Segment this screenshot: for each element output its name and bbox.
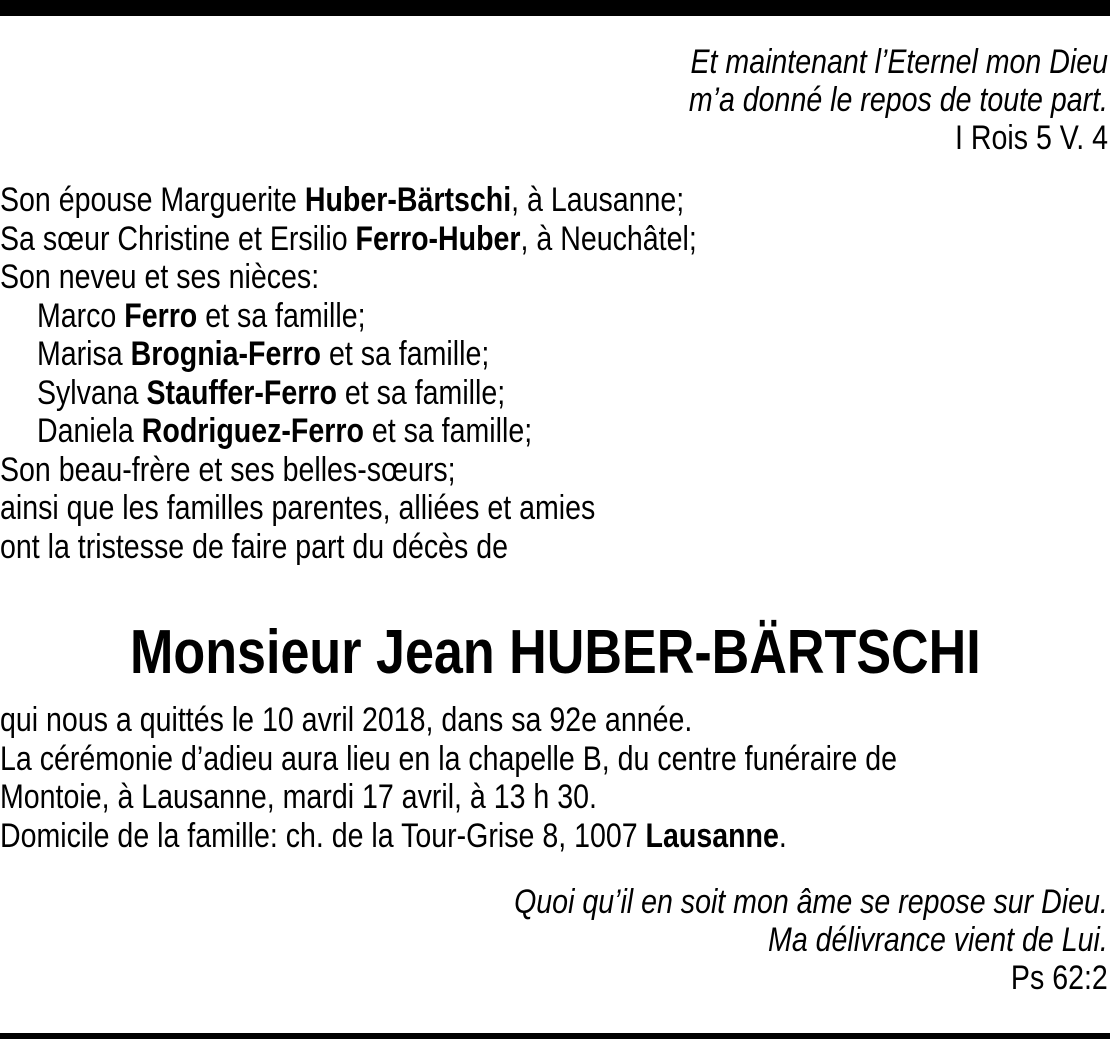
family-line-nephew: Marco Ferro et sa famille; bbox=[36, 296, 366, 335]
announcement-line: ont la tristesse de faire part du décès de bbox=[0, 527, 509, 566]
address-city: Lausanne bbox=[645, 816, 779, 855]
family-surname: Ferro-Huber bbox=[355, 219, 521, 258]
family-line-nephew: Marisa Brognia-Ferro et sa famille; bbox=[36, 335, 490, 373]
family-surname: Ferro bbox=[124, 296, 198, 335]
ceremony-details bbox=[0, 701, 1068, 855]
family-surname: Brognia-Ferro bbox=[130, 335, 322, 373]
family-list bbox=[0, 181, 830, 566]
family-line-relatives: ainsi que les familles parentes, alliées et amies bbox=[0, 489, 596, 527]
family-surname: Huber-Bärtschi bbox=[304, 181, 512, 219]
family-line-in-laws: Son beau-frère et ses belles-sœurs; bbox=[0, 450, 456, 489]
opening-verse-line-2: m’a donné le repos de toute part. bbox=[688, 81, 1108, 119]
bottom-border-rule bbox=[0, 1033, 1110, 1039]
family-line-sister: Sa sœur Christine et Ersilio Ferro-Huber, à Neuchâtel; bbox=[0, 219, 697, 258]
family-line-nephew: Sylvana Stauffer-Ferro et sa famille; bbox=[36, 373, 506, 412]
details-line-3: Montoie, à Lausanne, mardi 17 avril, à 13 h 30. bbox=[0, 778, 597, 816]
closing-verse-reference: Ps 62:2 bbox=[1011, 959, 1108, 997]
closing-verse-line-1: Quoi qu’il en soit mon âme se repose sur Dieu. bbox=[514, 883, 1108, 921]
family-line-wife: Son épouse Marguerite Huber-Bärtschi, à Lausanne; bbox=[0, 181, 685, 219]
closing-verse-line-2: Ma délivrance vient de Lui. bbox=[768, 921, 1108, 959]
family-line-nephews-intro: Son neveu et ses nièces: bbox=[0, 258, 320, 296]
family-surname: Rodriguez-Ferro bbox=[141, 412, 364, 450]
opening-verse bbox=[609, 43, 1108, 157]
details-line-2: La cérémonie d’adieu aura lieu en la chapelle B, du centre funéraire de bbox=[0, 739, 898, 778]
opening-verse-reference: I Rois 5 V. 4 bbox=[955, 119, 1108, 157]
family-line-nephew: Daniela Rodriguez-Ferro et sa famille; bbox=[36, 412, 533, 450]
opening-verse-line-1: Et maintenant l’Eternel mon Dieu bbox=[690, 43, 1108, 81]
details-line-address: Domicile de la famille: ch. de la Tour-Grise 8, 1007 Lausanne. bbox=[0, 816, 787, 855]
family-surname: Stauffer-Ferro bbox=[146, 373, 337, 412]
deceased-name-heading: Monsieur Jean HUBER-BÄRTSCHI bbox=[129, 618, 981, 687]
closing-verse bbox=[401, 883, 1108, 997]
details-line-1: qui nous a quittés le 10 avril 2018, dans sa 92e année. bbox=[0, 701, 693, 739]
